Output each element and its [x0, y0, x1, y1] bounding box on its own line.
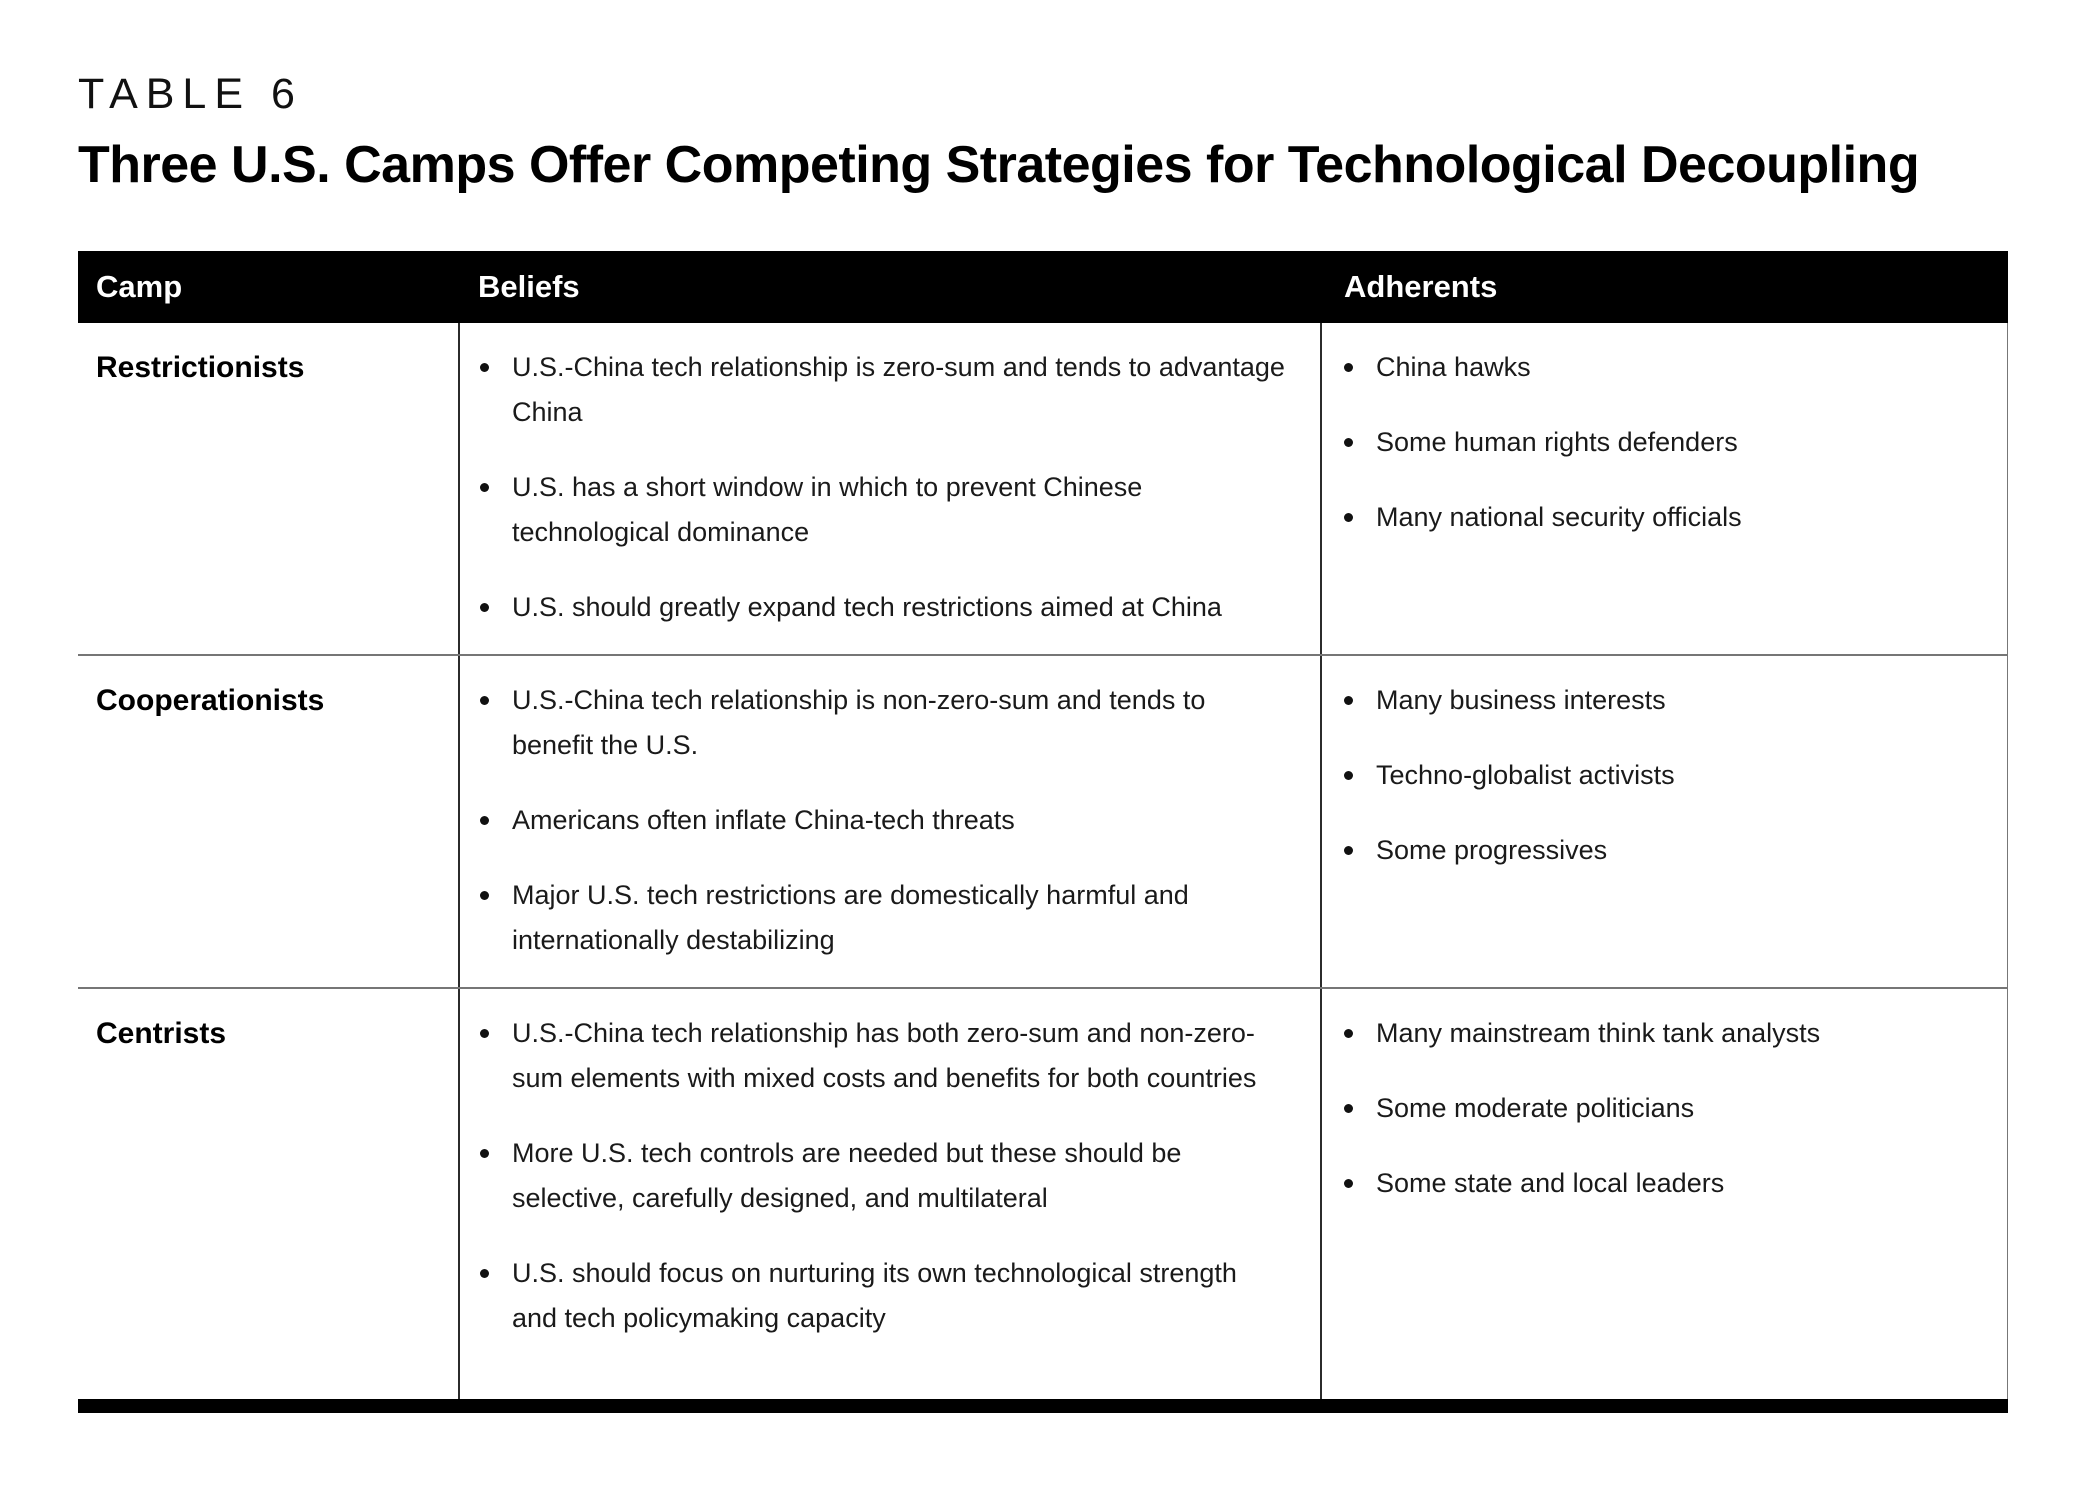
bullet-icon	[1344, 771, 1353, 780]
table-row	[78, 987, 2008, 1399]
bullet-item	[480, 1251, 1286, 1341]
column-header-beliefs: Beliefs	[478, 269, 580, 304]
bullet-item	[480, 585, 1286, 630]
bullet-icon	[480, 603, 489, 612]
camp-name: Centrists	[96, 1017, 227, 1050]
beliefs-cell	[458, 656, 1322, 987]
bullet-item	[480, 1011, 1286, 1101]
column-header-adherents: Adherents	[1344, 269, 1498, 304]
bullet-text: Many mainstream think tank analysts	[1376, 1018, 1821, 1048]
beliefs-cell	[458, 989, 1322, 1399]
adherents-list	[1344, 1011, 1988, 1206]
bullet-icon	[1344, 1104, 1353, 1113]
table-kicker: TABLE 6	[78, 70, 303, 118]
bullet-item	[1344, 345, 1988, 390]
bullet-text: U.S. should focus on nurturing its own technological strength and tech policymaking capacity	[512, 1258, 1237, 1333]
bullet-icon	[480, 1269, 489, 1278]
bullet-icon	[480, 696, 489, 705]
bullet-item	[480, 1131, 1286, 1221]
bullet-text: Some progressives	[1376, 835, 1608, 865]
bullet-icon	[480, 1149, 489, 1158]
bullet-text: U.S. should greatly expand tech restrictions aimed at China	[512, 592, 1222, 622]
bullet-icon	[1344, 363, 1353, 372]
bullet-text: China hawks	[1376, 352, 1531, 382]
bullet-item	[1344, 828, 1988, 873]
bullet-text: Major U.S. tech restrictions are domestically harmful and internationally destabilizing	[512, 880, 1189, 955]
table-bottom-rule	[78, 1399, 2008, 1413]
beliefs-list	[480, 1011, 1286, 1341]
table-header-row	[78, 251, 2008, 323]
bullet-item	[1344, 753, 1988, 798]
adherents-cell	[1322, 323, 2008, 654]
bullet-item	[480, 873, 1286, 963]
bullet-text: Many national security officials	[1376, 502, 1742, 532]
bullet-item	[1344, 420, 1988, 465]
bullet-text: Americans often inflate China-tech threats	[512, 805, 1015, 835]
bullet-text: Some state and local leaders	[1376, 1168, 1725, 1198]
adherents-cell	[1322, 656, 2008, 987]
bullet-item	[480, 678, 1286, 768]
adherents-list	[1344, 678, 1988, 873]
beliefs-list	[480, 345, 1286, 630]
camps-table	[78, 251, 2008, 1413]
bullet-icon	[480, 1029, 489, 1038]
bullet-icon	[1344, 846, 1353, 855]
bullet-text: Techno-globalist activists	[1376, 760, 1675, 790]
bullet-icon	[1344, 1029, 1353, 1038]
bullet-icon	[1344, 1179, 1353, 1188]
bullet-text: U.S.-China tech relationship is zero-sum and tends to advantage China	[512, 352, 1285, 427]
bullet-item	[480, 798, 1286, 843]
bullet-text: U.S. has a short window in which to prevent Chinese technological dominance	[512, 472, 1143, 547]
adherents-list	[1344, 345, 1988, 540]
bullet-text: U.S.-China tech relationship is non-zero-sum and tends to benefit the U.S.	[512, 685, 1206, 760]
table-row	[78, 654, 2008, 987]
column-header-camp: Camp	[96, 269, 183, 304]
bullet-text: Some human rights defenders	[1376, 427, 1738, 457]
bullet-item	[1344, 1161, 1988, 1206]
bullet-icon	[1344, 438, 1353, 447]
bullet-item	[1344, 678, 1988, 723]
bullet-icon	[480, 816, 489, 825]
bullet-text: Many business interests	[1376, 685, 1666, 715]
camp-cell	[78, 656, 458, 987]
bullet-icon	[480, 363, 489, 372]
bullet-icon	[480, 483, 489, 492]
bullet-text: More U.S. tech controls are needed but these should be selective, carefully designed, and multilateral	[512, 1138, 1182, 1213]
camp-cell	[78, 323, 458, 654]
camp-name: Cooperationists	[96, 684, 325, 717]
bullet-icon	[1344, 513, 1353, 522]
camp-cell	[78, 989, 458, 1399]
beliefs-list	[480, 678, 1286, 963]
bullet-item	[1344, 495, 1988, 540]
camp-name: Restrictionists	[96, 351, 305, 384]
bullet-item	[480, 465, 1286, 555]
bullet-item	[1344, 1011, 1988, 1056]
bullet-icon	[480, 891, 489, 900]
bullet-text: U.S.-China tech relationship has both zero-sum and non-zero-sum elements with mixed costs and benefits for both countries	[512, 1018, 1257, 1093]
bullet-item	[1344, 1086, 1988, 1131]
page-title: Three U.S. Camps Offer Competing Strategies for Technological Decoupling	[78, 136, 1920, 194]
bullet-icon	[1344, 696, 1353, 705]
adherents-cell	[1322, 989, 2008, 1399]
table-row	[78, 323, 2008, 654]
bullet-text: Some moderate politicians	[1376, 1093, 1695, 1123]
bullet-item	[480, 345, 1286, 435]
beliefs-cell	[458, 323, 1322, 654]
